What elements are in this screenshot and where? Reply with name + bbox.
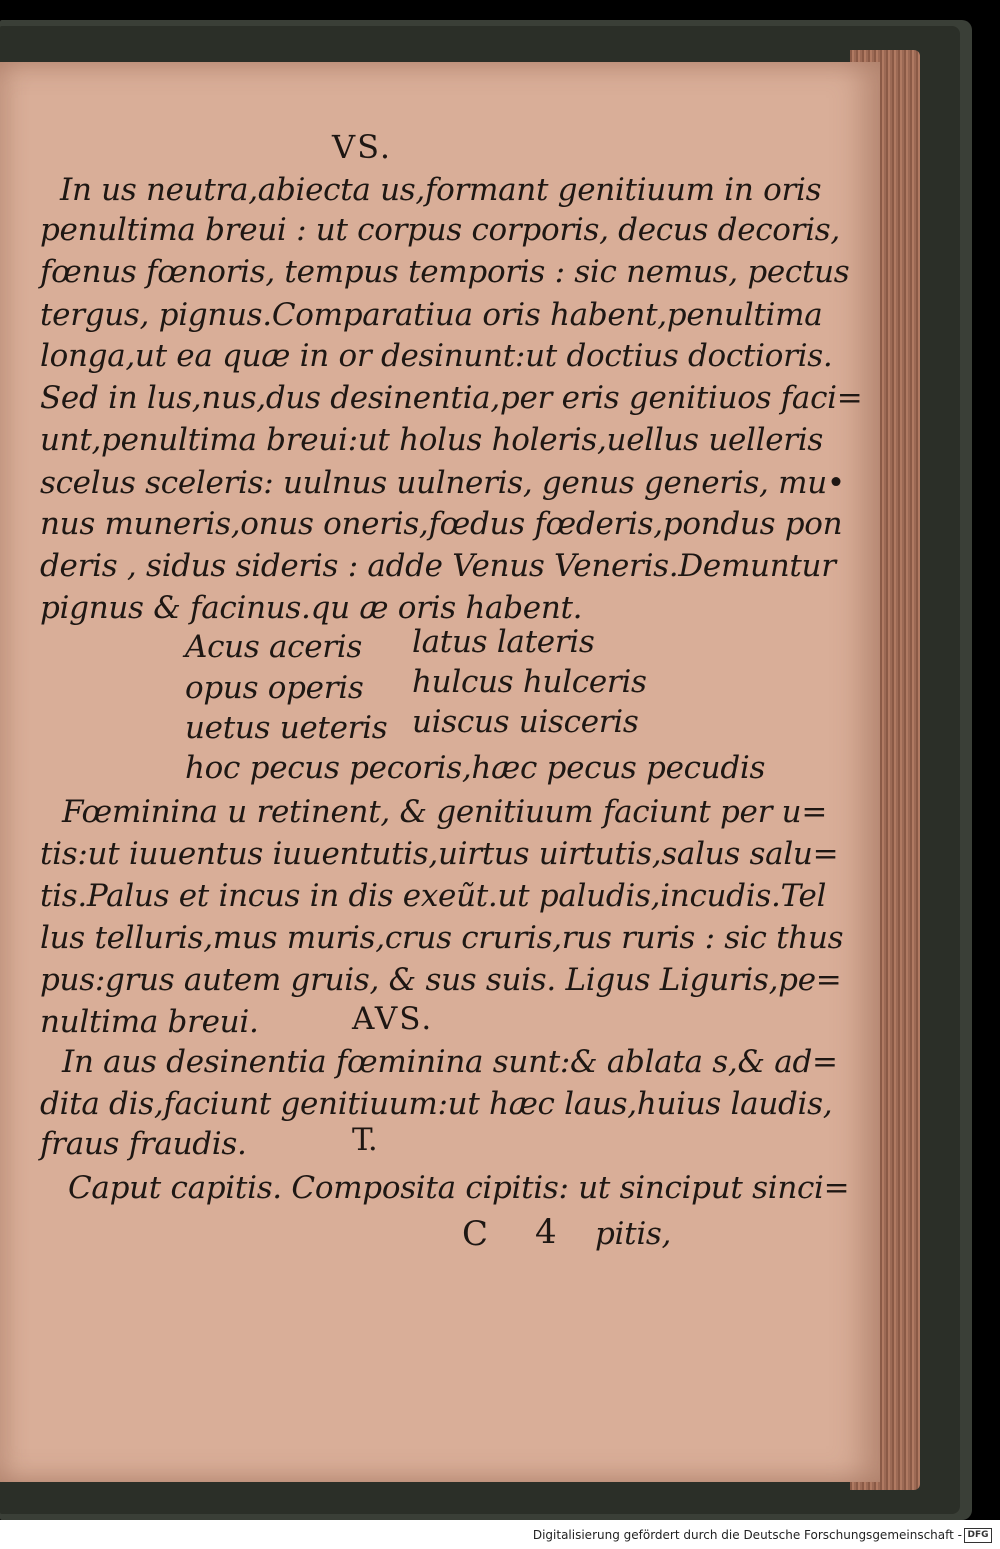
text-line: Caput capitis. Composita cipitis: ut sinciput sinci= — [68, 1170, 850, 1206]
word-table-cell: uiscus uisceris — [412, 704, 639, 740]
section-heading-t: T. — [352, 1122, 378, 1158]
text-line: penultima breui : ut corpus corporis, decus decoris, — [40, 212, 840, 248]
word-table-cell: hulcus hulceris — [412, 664, 647, 700]
dfg-logo: DFG — [964, 1528, 992, 1543]
text-line: pignus & facinus.qu æ oris habent. — [40, 590, 583, 626]
footer-credit: Digitalisierung gefördert durch die Deutsche Forschungsgemeinschaft - — [532, 1528, 962, 1542]
text-line: Fœminina u retinent, & genitiuum faciunt per u= — [62, 794, 828, 830]
text-line: tis:ut iuuentus iuuentutis,uirtus uirtutis,salus salu= — [40, 836, 839, 872]
text-line: nus muneris,onus oneris,fœdus fœderis,pondus pon — [40, 506, 843, 542]
text-line: In aus desinentia fœminina sunt:& ablata s,& ad= — [62, 1044, 838, 1080]
text-line: lus telluris,mus muris,crus cruris,rus ruris : sic thus — [40, 920, 844, 956]
text-line: In us neutra,abiecta us,formant genitiuum in oris — [60, 172, 822, 208]
text-line: tis.Palus et incus in dis exeũt.ut paludis,incudis.Tel — [40, 878, 827, 914]
signature-number: 4 — [535, 1212, 557, 1252]
text-line: unt,penultima breui:ut holus holeris,uellus uelleris — [40, 422, 824, 458]
catchword: pitis, — [595, 1216, 672, 1252]
section-heading-aus: AVS. — [352, 1001, 434, 1037]
word-table-cell: Acus aceris — [185, 629, 363, 665]
text-line: longa,ut ea quæ in or desinunt:ut doctius doctioris. — [40, 338, 833, 374]
text-line: scelus sceleris: uulnus uulneris, genus generis, mu• — [40, 465, 845, 501]
text-line: nultima breui. — [40, 1004, 259, 1040]
text-line: deris , sidus sideris : adde Venus Veneris.Demuntur — [40, 548, 836, 584]
word-table-cell: uetus ueteris — [185, 710, 388, 746]
text-line: fraus fraudis. — [40, 1126, 247, 1162]
text-line: tergus, pignus.Comparatiua oris habent,penultima — [40, 297, 823, 333]
word-table-cell: opus operis — [185, 670, 364, 706]
text-line: hoc pecus pecoris,hæc pecus pecudis — [185, 750, 766, 786]
text-line: Sed in lus,nus,dus desinentia,per eris genitiuos faci= — [40, 380, 863, 416]
word-table-cell: latus lateris — [412, 624, 595, 660]
text-line: pus:grus autem gruis, & sus suis. Ligus Liguris,pe= — [40, 962, 842, 998]
section-heading-vs: VS. — [332, 128, 393, 166]
text-line: dita dis,faciunt genitiuum:ut hæc laus,huius laudis, — [40, 1086, 833, 1122]
signature-mark: C — [462, 1214, 488, 1254]
text-line: fœnus fœnoris, tempus temporis : sic nemus, pectus — [40, 254, 850, 290]
